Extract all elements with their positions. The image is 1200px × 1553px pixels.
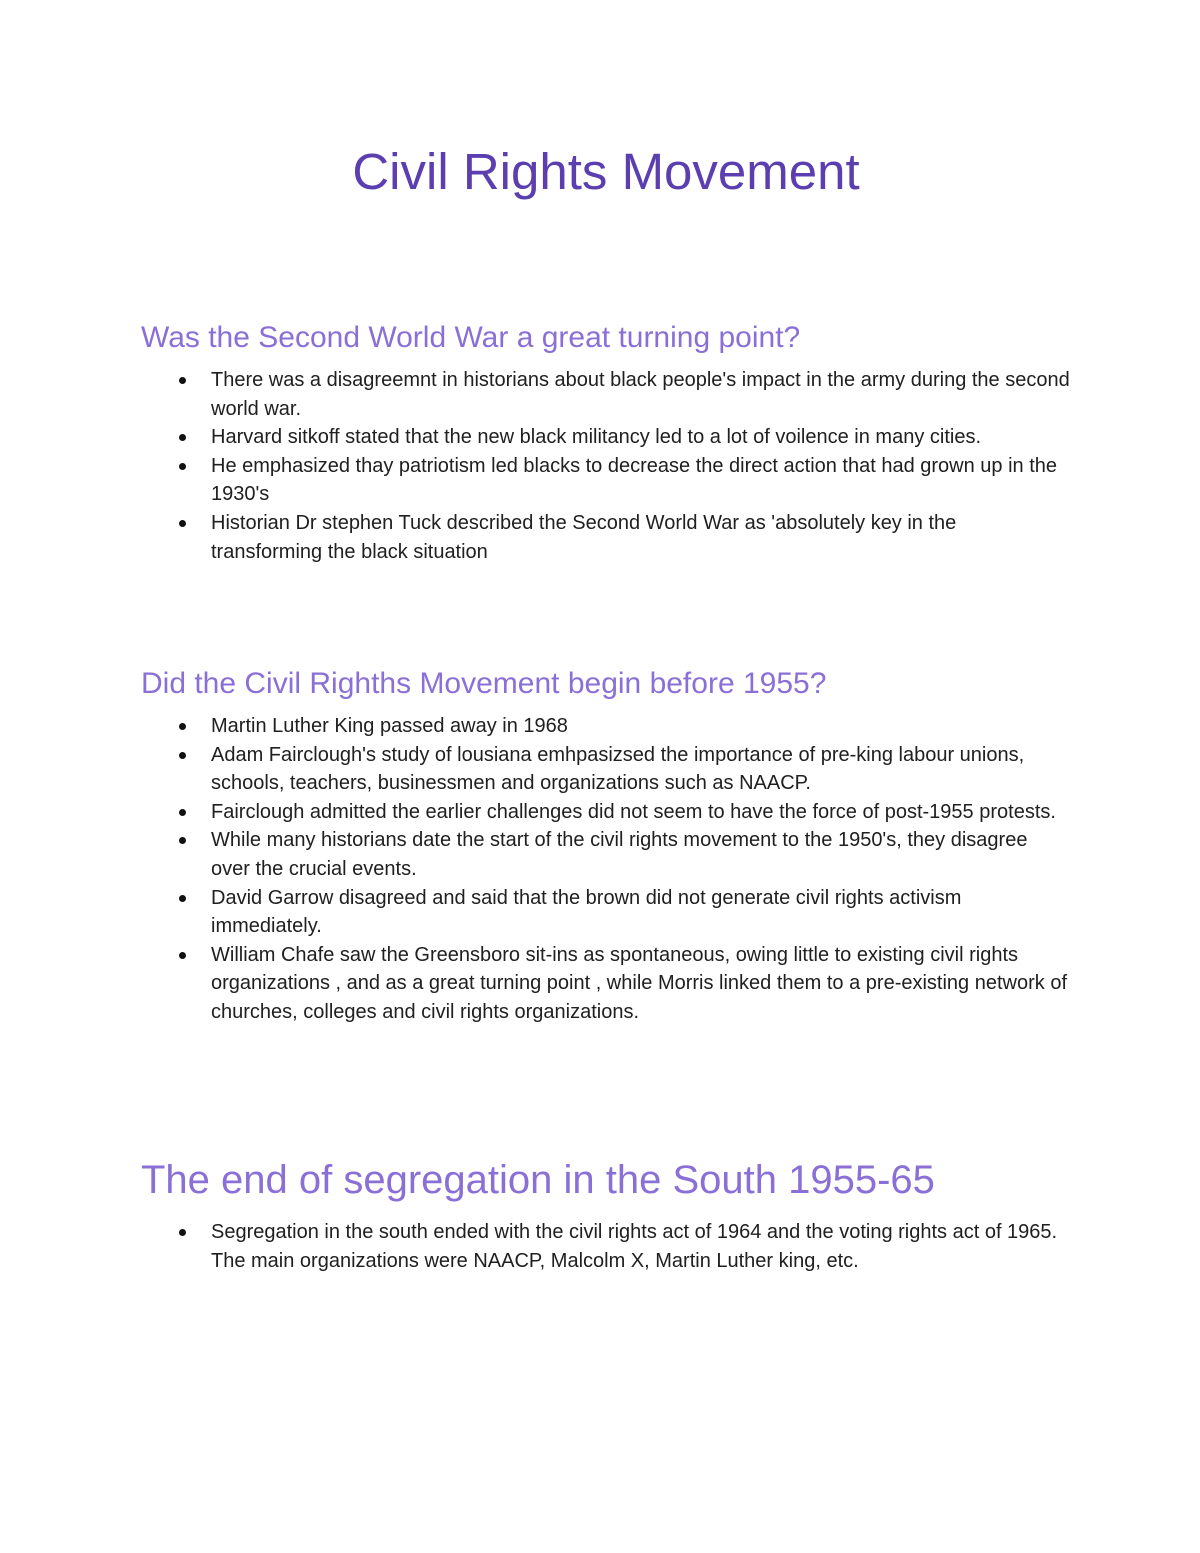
list-item-text: Segregation in the south ended with the civil rights act of 1964 and the voting rights act of 1965. The main organizations were NAACP, Malcolm X, Martin Luther king, etc. <box>211 1221 1058 1272</box>
list-item <box>141 941 1071 1027</box>
bullet-icon <box>179 809 186 816</box>
section-end-of-segregation <box>141 1156 1071 1275</box>
bullet-icon <box>179 520 186 527</box>
bullet-icon <box>179 434 186 441</box>
list-item-text: David Garrow disagreed and said that the brown did not generate civil rights activism immediately. <box>211 886 962 938</box>
list-item-text: Fairclough admitted the earlier challenges did not seem to have the force of post-1955 protests. <box>211 800 1056 823</box>
list-item-text: Historian Dr stephen Tuck described the Second World War as 'absolutely key in the transforming the black situation <box>211 511 957 563</box>
section-wwii-turning-point <box>141 320 1071 566</box>
list-item-text: While many historians date the start of the civil rights movement to the 1950's, they disagree over the crucial events. <box>211 829 1028 880</box>
bullet-list <box>141 366 1071 566</box>
list-item <box>141 884 1071 941</box>
list-item <box>141 1218 1071 1275</box>
section-before-1955 <box>141 666 1071 1027</box>
list-item <box>141 798 1071 827</box>
list-item <box>141 741 1071 798</box>
list-item <box>141 509 1071 566</box>
list-item-text: Adam Fairclough's study of lousiana emhpasizsed the importance of pre-king labour unions, schools, teachers, businessmen and organizations such as NAACP. <box>211 743 1025 795</box>
list-item-text: He emphasized thay patriotism led blacks to decrease the direct action that had grown up in the 1930's <box>211 454 1058 506</box>
page-title: Civil Rights Movement <box>352 143 860 200</box>
bullet-list <box>141 712 1071 1027</box>
list-item-text: Martin Luther King passed away in 1968 <box>211 715 568 737</box>
bullet-icon <box>179 723 186 730</box>
bullet-icon <box>179 952 186 959</box>
bullet-icon <box>179 463 186 470</box>
list-item-text: Harvard sitkoff stated that the new black militancy led to a lot of voilence in many cities. <box>211 426 981 449</box>
list-item <box>141 712 1071 741</box>
section-heading: Was the Second World War a great turning point? <box>141 321 801 354</box>
bullet-list <box>141 1218 1071 1275</box>
list-item-text: William Chafe saw the Greensboro sit-ins as spontaneous, owing little to existing civil rights organizations , and as a great turning point , while Morris linked them to a pre-existing network of churches, colleges and civil rights organizations. <box>211 943 1067 1023</box>
bullet-icon <box>179 837 186 844</box>
list-item <box>141 423 1071 452</box>
bullet-icon <box>179 377 186 384</box>
list-item <box>141 366 1071 423</box>
list-item-text: There was a disagreemnt in historians about black people's impact in the army during the second world war. <box>211 369 1070 420</box>
section-heading: The end of segregation in the South 1955-65 <box>141 1158 935 1202</box>
bullet-icon <box>179 895 186 902</box>
bullet-icon <box>179 1229 186 1236</box>
list-item <box>141 452 1071 509</box>
bullet-icon <box>179 752 186 759</box>
section-heading: Did the Civil Righths Movement begin before 1955? <box>141 667 827 700</box>
list-item <box>141 826 1071 883</box>
